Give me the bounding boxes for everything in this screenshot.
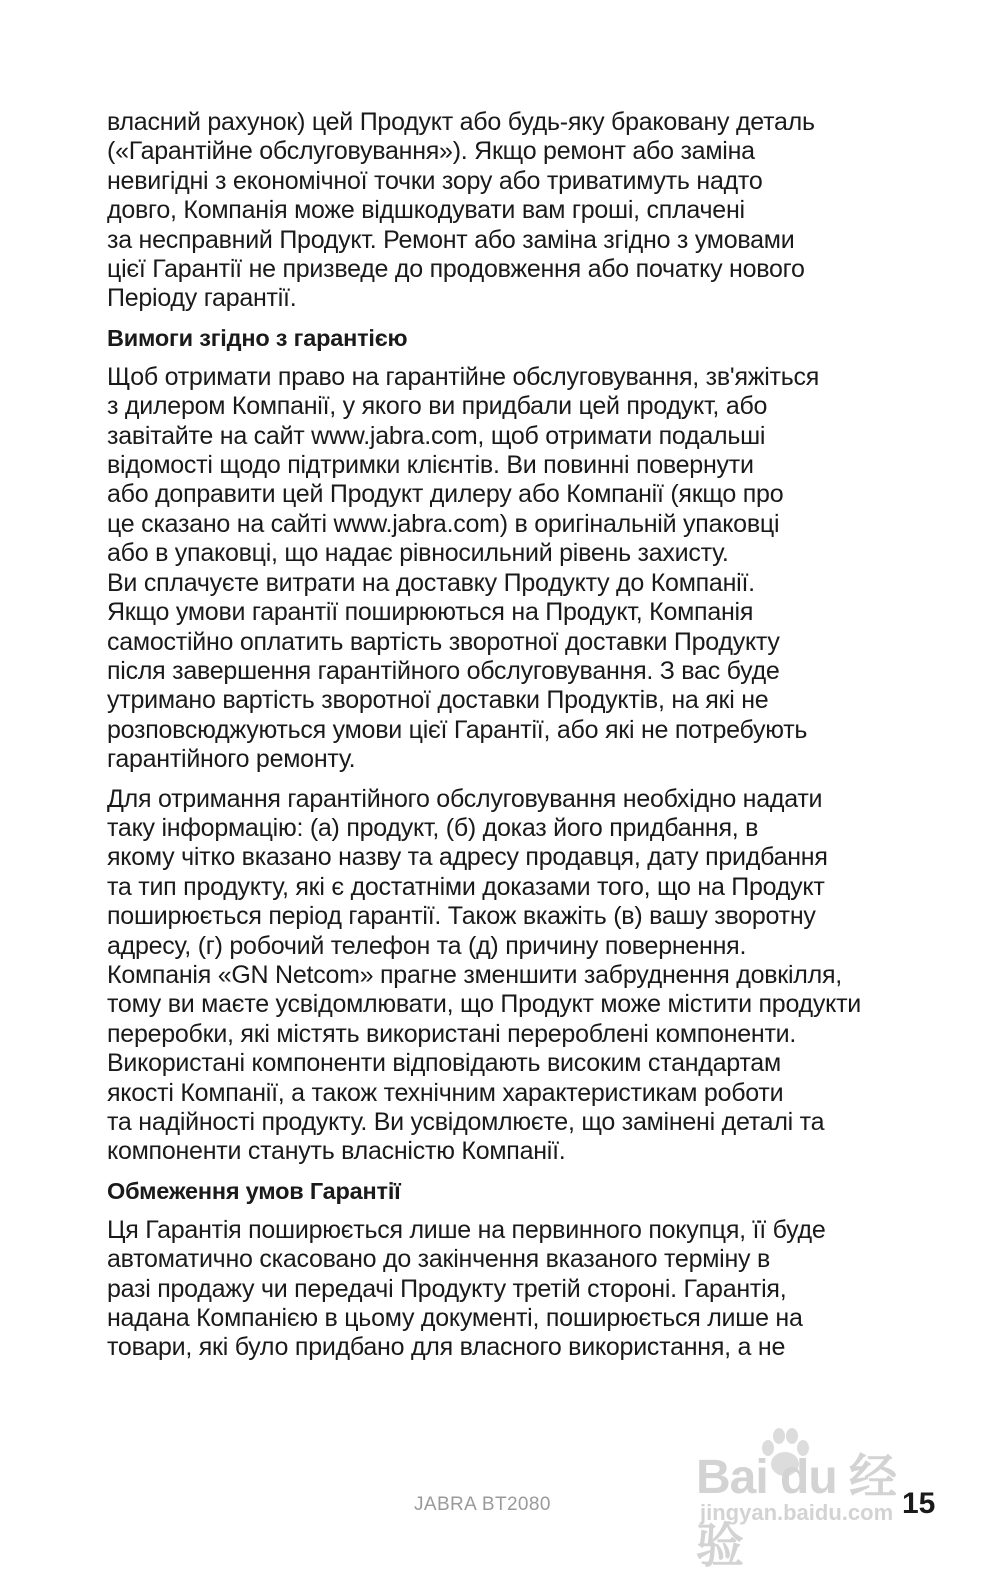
- text-line: тому ви маєте усвідомлювати, що Продукт може містити продукти: [107, 990, 862, 1019]
- text-line: разі продажу чи передачі Продукту третій стороні. Гарантія,: [107, 1274, 787, 1303]
- text-line: або в упаковці, що надає рівносильний рівень захисту.: [107, 539, 729, 568]
- text-line: якості Компанії, а також технічним характеристикам роботи: [107, 1078, 784, 1107]
- text-line: гарантійного ремонту.: [107, 745, 356, 774]
- text-line: це сказано на сайті www.jabra.com) в оригінальній упаковці: [107, 509, 780, 538]
- text-line: Компанія «GN Netcom» прагне зменшити забруднення довкілля,: [107, 960, 842, 989]
- paragraph-warranty-service: [107, 108, 877, 314]
- text-line: автоматично скасовано до закінчення вказаного терміну в: [107, 1245, 770, 1274]
- text-line: надана Компанією в цьому документі, поширюється лише на: [107, 1304, 803, 1333]
- text-line: розповсюджуються умови цієї Гарантії, або які не потребують: [107, 715, 808, 744]
- text-line: цієї Гарантії не призведе до продовження або початку нового: [107, 255, 805, 284]
- text-line: довго, Компанія може відшкодувати вам гроші, сплачені: [107, 196, 745, 225]
- watermark-logo-text: Bai du 经验: [696, 1451, 897, 1573]
- text-line: Для отримання гарантійного обслуговування необхідно надати: [107, 784, 823, 813]
- page-number: 15: [902, 1487, 936, 1520]
- text-line: Щоб отримати право на гарантійне обслуговування, зв'яжіться: [107, 362, 820, 391]
- paragraph-warranty-limitations: [107, 1216, 877, 1363]
- text-line: завітайте на сайт www.jabra.com, щоб отримати подальші: [107, 421, 766, 450]
- text-line: якому чітко вказано назву та адресу продавця, дату придбання: [107, 843, 828, 872]
- text-line: з дилером Компанії, у якого ви придбали цей продукт, або: [107, 392, 768, 421]
- text-line: Використані компоненти відповідають високим стандартам: [107, 1049, 781, 1078]
- text-line: невигідні з економічної точки зору або триватимуть надто: [107, 166, 763, 195]
- text-line: та тип продукту, які є достатніми доказами того, що на Продукт: [107, 872, 825, 901]
- text-line: компоненти стануть власністю Компанії.: [107, 1137, 566, 1166]
- text-line: адресу, (г) робочий телефон та (д) причину повернення.: [107, 931, 747, 960]
- text-line: відомості щодо підтримки клієнтів. Ви повинні повернути: [107, 451, 754, 480]
- text-line: таку інформацію: (а) продукт, (б) доказ його придбання, в: [107, 813, 759, 842]
- text-line: самостійно оплатить вартість зворотної доставки Продукту: [107, 627, 780, 656]
- footer-product-title: JABRA BT2080: [414, 1494, 551, 1515]
- section-heading-warranty-limitations: Обмеження умов Гарантії: [107, 1177, 401, 1204]
- paragraph-warranty-requirements: [107, 363, 877, 775]
- baidu-watermark: [690, 1418, 920, 1573]
- text-line: поширюється період гарантії. Також вкажіть (в) вашу зворотну: [107, 902, 816, 931]
- page-content: [107, 108, 877, 1363]
- text-line: або доправити цей Продукт дилеру або Компанії (якщо про: [107, 480, 784, 509]
- text-line: Якщо умови гарантії поширюються на Продукт, Компанія: [107, 598, 754, 627]
- text-line: товари, які було придбано для власного використання, а не: [107, 1333, 786, 1362]
- text-line: («Гарантійне обслуговування»). Якщо ремонт або заміна: [107, 137, 755, 166]
- text-line: утримано вартість зворотної доставки Продуктів, на які не: [107, 686, 769, 715]
- paragraph-service-information: [107, 785, 877, 1167]
- text-line: Періоду гарантії.: [107, 284, 297, 313]
- text-line: власний рахунок) цей Продукт або будь-яку браковану деталь: [107, 108, 815, 136]
- section-heading-warranty-requirements: Вимоги згідно з гарантією: [107, 324, 408, 351]
- text-line: та надійності продукту. Ви усвідомлюєте, що замінені деталі та: [107, 1108, 825, 1136]
- text-line: Ця Гарантія поширюється лише на первинного покупця, її буде: [107, 1215, 826, 1244]
- text-line: переробки, які містять використані перероблені компоненти.: [107, 1019, 797, 1048]
- text-line: Ви сплачуєте витрати на доставку Продукту до Компанії.: [107, 568, 755, 597]
- text-line: після завершення гарантійного обслуговування. З вас буде: [107, 656, 780, 685]
- watermark-url: jingyan.baidu.com: [700, 1500, 894, 1525]
- text-line: за несправний Продукт. Ремонт або заміна згідно з умовами: [107, 225, 795, 254]
